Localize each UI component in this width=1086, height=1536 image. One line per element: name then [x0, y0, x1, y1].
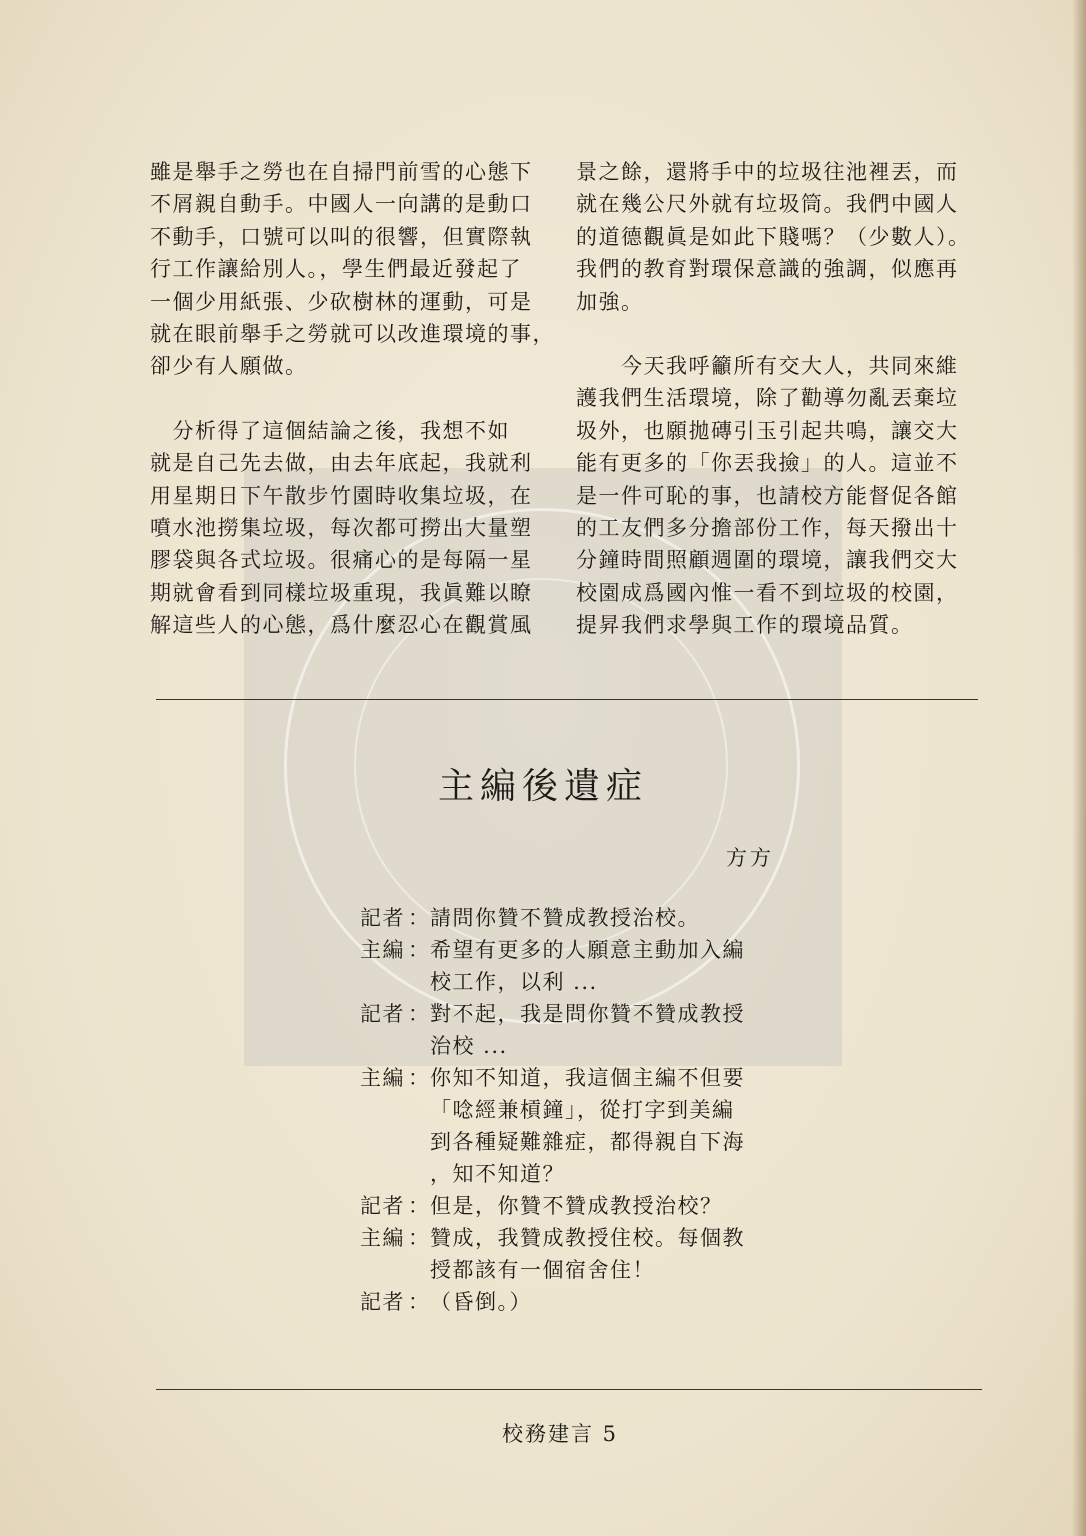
left-column-line: 雖是舉手之勞也在自掃門前雪的心態下 [150, 160, 533, 184]
right-column-line: 今天我呼籲所有交大人，共同來維 [576, 354, 959, 379]
speaker-colon: ： [408, 938, 431, 962]
speaker-label: 主編 [360, 1226, 405, 1250]
speaker-colon: ： [408, 1194, 431, 1218]
left-column-line: 噴水池撈集垃圾，每次都可撈出大量塑 [150, 516, 533, 541]
speech-text: 對不起，我是問你贊不贊成教授 [430, 1002, 745, 1026]
left-column-line: 膠袋與各式垃圾。很痛心的是每隔一星 [150, 548, 533, 573]
right-column-line: 分鐘時間照顧週圍的環境，讓我們交大 [576, 548, 959, 573]
speaker-colon: ： [408, 1226, 431, 1250]
speech-continuation: 治校 ... [430, 1034, 508, 1058]
speech-continuation: 「唸經兼槓鐘」，從打字到美編 [430, 1098, 735, 1122]
speaker-colon: ： [408, 1290, 431, 1314]
right-column-line: 是一件可恥的事，也請校方能督促各館 [576, 483, 959, 508]
speaker-label: 主編 [360, 1066, 405, 1090]
speech-continuation: 到各種疑難雜症，都得親自下海 [430, 1130, 745, 1154]
right-column-line: 的工友們多分擔部份工作，每天撥出十 [576, 516, 959, 541]
left-column-line: 期就會看到同樣垃圾重現，我眞難以瞭 [150, 580, 533, 605]
speaker-colon: ： [408, 1066, 431, 1090]
speech-text: 請問你贊不贊成教授治校。 [430, 906, 700, 930]
speaker-label: 主編 [360, 938, 405, 962]
left-column-line: 一個少用紙張、少砍樹林的運動，可是 [150, 289, 533, 314]
dialogue-turn [360, 1222, 745, 1254]
left-column-line: 不屑親自動手。中國人一向講的是動口 [150, 192, 533, 217]
right-column-line: 提昇我們求學與工作的環境品質。 [576, 613, 914, 638]
speaker-colon: ： [408, 906, 431, 930]
left-column-line: 就是自己先去做，由去年底起，我就利 [150, 451, 533, 476]
speech-text: （昏倒。） [430, 1290, 532, 1314]
dialogue [360, 902, 745, 1318]
right-column-line: 圾外，也願拋磚引玉引起共鳴，讓交大 [576, 418, 959, 443]
speech-continuation: 授都該有一個宿舍住！ [430, 1258, 655, 1282]
speaker-label: 記者 [360, 1290, 405, 1314]
left-column-line: 卻少有人願做。 [150, 354, 308, 379]
left-column-line: 解這些人的心態，爲什麼忍心在觀賞風 [150, 613, 533, 638]
speaker-label: 記者 [360, 1002, 405, 1026]
speech-text: 希望有更多的人願意主動加入編 [430, 938, 745, 962]
left-column [150, 156, 555, 642]
left-column-line: 就在眼前舉手之勞就可以改進環境的事， [150, 322, 555, 347]
speech-text: 贊成，我贊成教授住校。每個教 [430, 1226, 745, 1250]
right-column-line: 能有更多的「你丟我撿」的人。這並不 [576, 451, 959, 476]
section-divider-bottom [156, 1389, 982, 1390]
right-column-line: 校園成爲國內惟一看不到垃圾的校園， [576, 580, 959, 605]
right-column-line: 護我們生活環境，除了勸導勿亂丟棄垃 [576, 386, 959, 411]
left-column-line: 不動手，口號可以叫的很響，但實際執 [150, 224, 533, 249]
dialogue-turn [360, 1286, 745, 1318]
right-column-line: 景之餘，還將手中的垃圾往池裡丟，而 [576, 160, 959, 184]
paragraph-gap [576, 318, 981, 350]
author-name: 方方 [726, 846, 774, 870]
right-column [576, 156, 981, 642]
left-column-line: 分析得了這個結論之後，我想不如 [150, 418, 510, 443]
speech-continuation: 校工作，以利 ... [430, 970, 598, 994]
paragraph-gap [150, 383, 550, 415]
section-title: 主編後遺症 [437, 766, 648, 807]
speaker-label: 記者 [360, 906, 405, 930]
section-divider-top [156, 699, 978, 700]
speech-text: 你知不知道，我這個主編不但要 [430, 1066, 745, 1090]
page-footer: 校務建言 5 [501, 1422, 619, 1446]
left-column-line: 行工作讓給別人。，學生們最近發起了 [150, 257, 522, 282]
speech-text: 但是，你贊不贊成教授治校？ [430, 1194, 723, 1218]
left-column-line: 用星期日下午散步竹園時收集垃圾，在 [150, 483, 533, 508]
dialogue-turn [360, 1062, 745, 1094]
dialogue-turn [360, 934, 745, 966]
dialogue-turn [360, 998, 745, 1030]
right-column-line: 的道德觀眞是如此下賤嗎？（少數人）。 [576, 224, 971, 249]
right-column-line: 就在幾公尺外就有垃圾筒。我們中國人 [576, 192, 959, 217]
speaker-colon: ： [408, 1002, 431, 1026]
right-column-line: 加強。 [576, 289, 644, 314]
speech-continuation: ，知不知道？ [430, 1162, 565, 1186]
dialogue-turn [360, 902, 745, 934]
right-column-line: 我們的教育對環保意識的強調，似應再 [576, 257, 959, 282]
dialogue-turn [360, 1190, 745, 1222]
speaker-label: 記者 [360, 1194, 405, 1218]
